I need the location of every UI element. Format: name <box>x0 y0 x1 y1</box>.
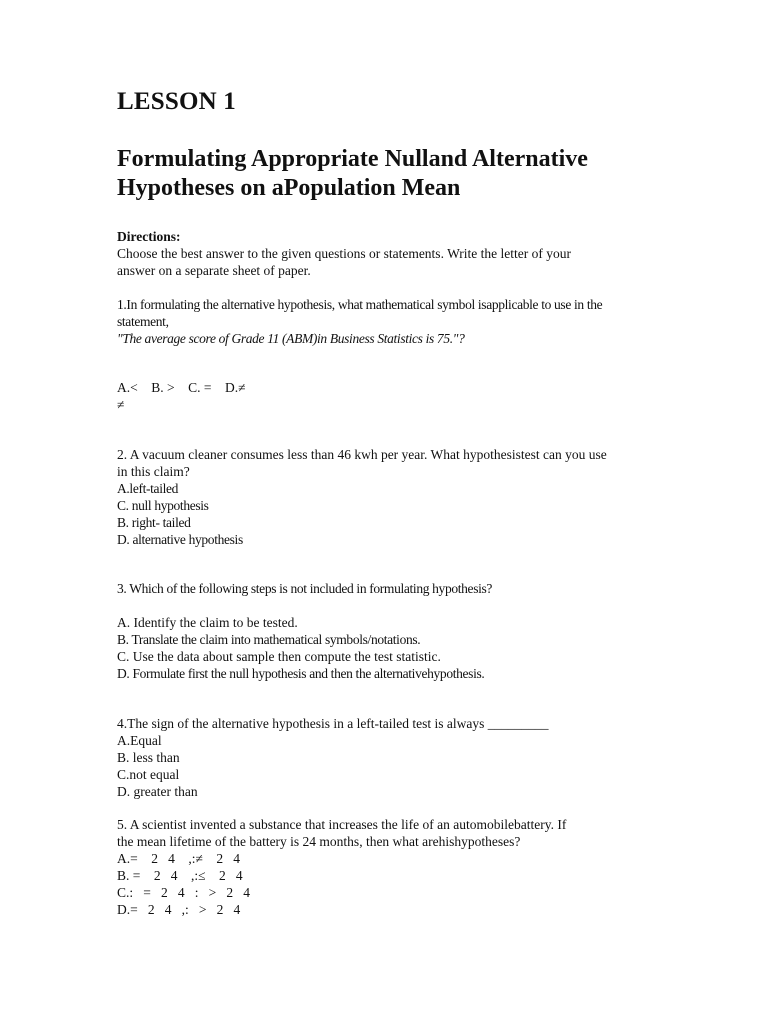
question-1-stem-line-1: 1.In formulating the alternative hypothesis, what mathematical symbol isapplicable to use in the <box>117 297 603 312</box>
question-4-option-a: A.Equal <box>117 733 162 748</box>
question-1-option-extra: ≠ <box>117 397 125 412</box>
question-2-stem-line-2: in this claim? <box>117 464 190 479</box>
question-5-option-c: C.: = 2 4 : > 2 4 <box>117 885 250 900</box>
question-3-option-c: C. Use the data about sample then compute the test statistic. <box>117 649 441 664</box>
question-3-option-a: A. Identify the claim to be tested. <box>117 615 298 630</box>
question-5-stem-line-1: 5. A scientist invented a substance that increases the life of an automobilebattery. If <box>117 817 567 832</box>
question-2-option-c: C. null hypothesis <box>117 498 209 513</box>
question-2 <box>117 446 677 548</box>
question-3-options <box>117 614 677 682</box>
title-line-1: Formulating Appropriate Nulland Alternative <box>117 146 588 172</box>
question-2-option-d: D. alternative hypothesis <box>117 532 243 547</box>
question-4 <box>117 715 677 800</box>
question-4-option-d: D. greater than <box>117 784 198 799</box>
question-2-stem-line-1: 2. A vacuum cleaner consumes less than 46 kwh per year. What hypothesistest can you use <box>117 447 607 462</box>
lesson-title: LESSON 1 <box>117 88 237 115</box>
question-3-stem: 3. Which of the following steps is not included in formulating hypothesis? <box>117 581 493 596</box>
question-2-option-a: A.left-tailed <box>117 481 179 496</box>
question-4-stem: 4.The sign of the alternative hypothesis in a left-tailed test is always _________ <box>117 716 549 731</box>
question-3 <box>117 580 677 597</box>
question-1-stem-line-2: statement, <box>117 314 169 329</box>
question-1-option-row: A.< B. > C. = D.≠ <box>117 380 246 395</box>
question-4-option-c: C.not equal <box>117 767 180 782</box>
question-1-quote: "The average score of Grade 11 (ABM)in Business Statistics is 75."? <box>117 331 465 346</box>
directions-section <box>117 228 677 279</box>
question-1-options <box>117 379 677 413</box>
question-3-option-d: D. Formulate first the null hypothesis and then the alternativehypothesis. <box>117 666 485 681</box>
question-1 <box>117 296 677 347</box>
question-5-option-a: A.= 2 4 ,:≠ 2 4 <box>117 851 241 866</box>
question-5 <box>117 816 677 918</box>
question-4-option-b: B. less than <box>117 750 180 765</box>
directions-line-2: answer on a separate sheet of paper. <box>117 263 311 278</box>
question-5-stem-line-2: the mean lifetime of the battery is 24 months, then what arehishypotheses? <box>117 834 521 849</box>
question-5-option-b: B. = 2 4 ,:≤ 2 4 <box>117 868 243 883</box>
question-2-option-b: B. right- tailed <box>117 515 191 530</box>
question-3-option-b: B. Translate the claim into mathematical symbols/notations. <box>117 632 421 647</box>
directions-line-1: Choose the best answer to the given questions or statements. Write the letter of your <box>117 246 571 261</box>
directions-heading: Directions: <box>117 229 181 244</box>
page-title <box>117 145 717 203</box>
title-line-2: Hypotheses on aPopulation Mean <box>117 175 461 201</box>
question-5-option-d: D.= 2 4 ,: > 2 4 <box>117 902 241 917</box>
